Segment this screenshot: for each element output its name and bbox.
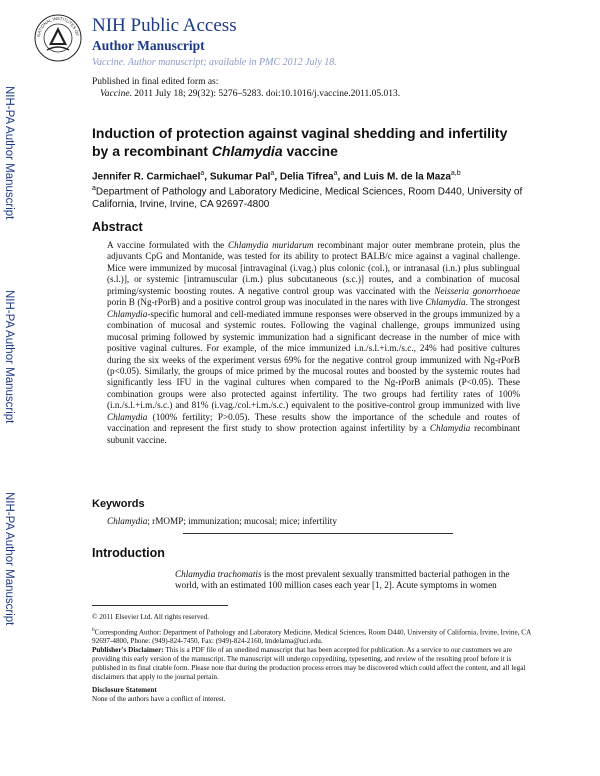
introduction-heading: Introduction [92, 546, 165, 560]
publisher-disclaimer [92, 646, 537, 682]
title-line-1: Induction of protection against vaginal shedding and infertility [92, 125, 508, 141]
copyright: © 2011 Elsevier Ltd. All rights reserved. [92, 613, 209, 621]
disclosure-text: None of the authors have a conflict of interest. [92, 695, 226, 703]
author-manuscript-label: Author Manuscript [92, 38, 205, 53]
keywords-divider [183, 533, 453, 534]
authors [92, 170, 562, 182]
corresponding-sup: b [92, 627, 95, 633]
keywords-heading: Keywords [92, 498, 145, 510]
footnote-divider [92, 605, 228, 606]
citation-journal: Vaccine [100, 89, 130, 99]
abstract-seg: (100% fertility; P>0.05). These results show the importance of the schedule and routes of vaccination and represent the first study to show protection against infertility by a [107, 411, 520, 434]
abstract-italic: Chlamydia [107, 308, 148, 319]
disclosure-heading: Disclosure Statement [92, 686, 157, 694]
nih-public-access-title: NIH Public Access [92, 15, 237, 36]
title-text-end: vaccine [282, 143, 338, 159]
title-text: by a recombinant [92, 143, 212, 159]
abstract-text [107, 240, 520, 446]
author-3: , Delia Tifrea [274, 171, 334, 183]
keywords-text: ; rMOMP; immunization; mucosal; mice; infertility [147, 516, 337, 526]
affiliation-text: Department of Pathology and Laboratory Medicine, Medical Sciences, Room D440, University of California, Irvine, Irvine, CA 92697-4800 [92, 186, 523, 211]
availability-notice: Vaccine. Author manuscript; available in PMC 2012 July 18. [92, 57, 337, 68]
abstract-italic: Neisseria gonorrhoeae [434, 285, 520, 296]
abstract-seg: porin B (Ng-rPorB) and a positive control group was inoculated in the nares with live [107, 297, 426, 308]
disclaimer-text: This is a PDF file of an unedited manuscript that has been accepted for publication. As a service to our customers we are providing this early version of the manuscript. The manuscript will undergo copyediting, typesetting, and review of the resulting proof before it is published in its final citable form. Please note that during the production process errors may be discovered which could affect the content, and all legal disclaimers that apply to the journal pertain. [92, 646, 526, 681]
intro-italic: Chlamydia trachomatis [175, 569, 262, 579]
citation-details: . 2011 July 18; 29(32): 5276–5283. doi:10.1016/j.vaccine.2011.05.013. [129, 89, 401, 99]
sidebar-label-middle: NIH-PA Author Manuscript [3, 290, 15, 424]
abstract-seg: -specific humoral and cell-mediated immune responses were observed in the groups immunized by a combination of mucosal and systemic routes. Following the vaginal challenge, groups immunized using mucosal priming followed by systemic immunization had a significant decrease in the number of mice with positive vaginal cultures. For example, of the mice immunized i.n./s.l.+i.m./s.c., 24% had positive cultures during the six weeks of the experiment versus 69% for the negative control group immunized with Ng-rPorB (p<0.05). Similarly, the groups of mice primed by the mucosal routes and boosted by the systemic routes had significantly less IFU in the vaginal cultures when compared to the Ng-rPorB animals (P<0.05). These combination groups were also protected against infertility. The two groups had fertility rates of 100% (i.n./s.l.+i.m./s.c.) and 81% (i.vag./col.+i.m./s.c.) equivalent to the positive-control group immunized with live [107, 308, 520, 411]
abstract-seg: . The strongest [465, 297, 520, 308]
citation [92, 88, 400, 100]
sidebar-label-bottom: NIH-PA Author Manuscript [3, 492, 15, 626]
author-4: , and Luis M. de la Maza [337, 171, 451, 183]
publication-info [92, 76, 400, 100]
abstract-italic: Chlamydia muridarum [228, 240, 314, 250]
author-2-sup: a [270, 170, 275, 177]
title-organism: Chlamydia [211, 143, 283, 159]
author-1: Jennifer R. Carmichael [92, 171, 201, 183]
author-1-sup: a [200, 170, 205, 177]
author-3-sup: a [333, 170, 338, 177]
intro-body: is the most prevalent sexually transmitted bacterial pathogen in the world, with an estimated 100 million cases each year [1, 2]. Acute symptoms in women [175, 569, 510, 591]
paper-title [92, 124, 562, 160]
corresponding-text: Corresponding Author: Department of Pathology and Laboratory Medicine, Medical Sciences, Room D440, University of California, Irvine, Irvine, CA 92697-4800, Phone: (949)-824-7450, Fax: (949)-824-2160, lmdelama@uci.edu. [92, 628, 531, 646]
keyword-italic: Chlamydia [107, 516, 148, 526]
abstract-italic: Chlamydia [107, 411, 148, 422]
introduction-text [175, 569, 530, 592]
affiliation-sup: a [92, 185, 96, 192]
sidebar-label-top: NIH-PA Author Manuscript [3, 86, 15, 220]
abstract-italic: Chlamydia [425, 297, 466, 308]
logo-text: NATIONAL INSTITUTES OF [36, 15, 80, 38]
disclaimer-label: Publisher's Disclaimer: [92, 646, 164, 654]
nih-logo-icon [34, 14, 82, 62]
abstract-seg: A vaccine formulated with the [107, 240, 229, 250]
abstract-seg: recombinant subunit vaccine. [107, 423, 520, 445]
author-2: , Sukumar Pal [204, 171, 271, 183]
keywords [107, 516, 337, 526]
abstract-heading: Abstract [92, 220, 143, 234]
title-line-2 [92, 142, 562, 160]
abstract-seg: recombinant major outer membrane protein, plus the adjuvants CpG and Montanide, was tested for its ability to protect BALB/c mice against a vaginal challenge. Mice were immunized by mucosal [intravaginal (i.vag.) plus colonic (col.), or intranasal (i.n.) plus sublingual (s.l.)], or systemic [intramuscular (i.m.) plus subcutaneous (s.c.)] routes, and a combination of mucosal priming/systemic boosting routes. A negative control group was vaccinated with the [107, 240, 520, 296]
abstract-italic: Chlamydia [429, 423, 471, 434]
corresponding-author [92, 626, 537, 646]
published-label: Published in final edited form as: [92, 77, 219, 87]
affiliation [92, 182, 562, 211]
author-4-sup: a,b [450, 170, 461, 177]
